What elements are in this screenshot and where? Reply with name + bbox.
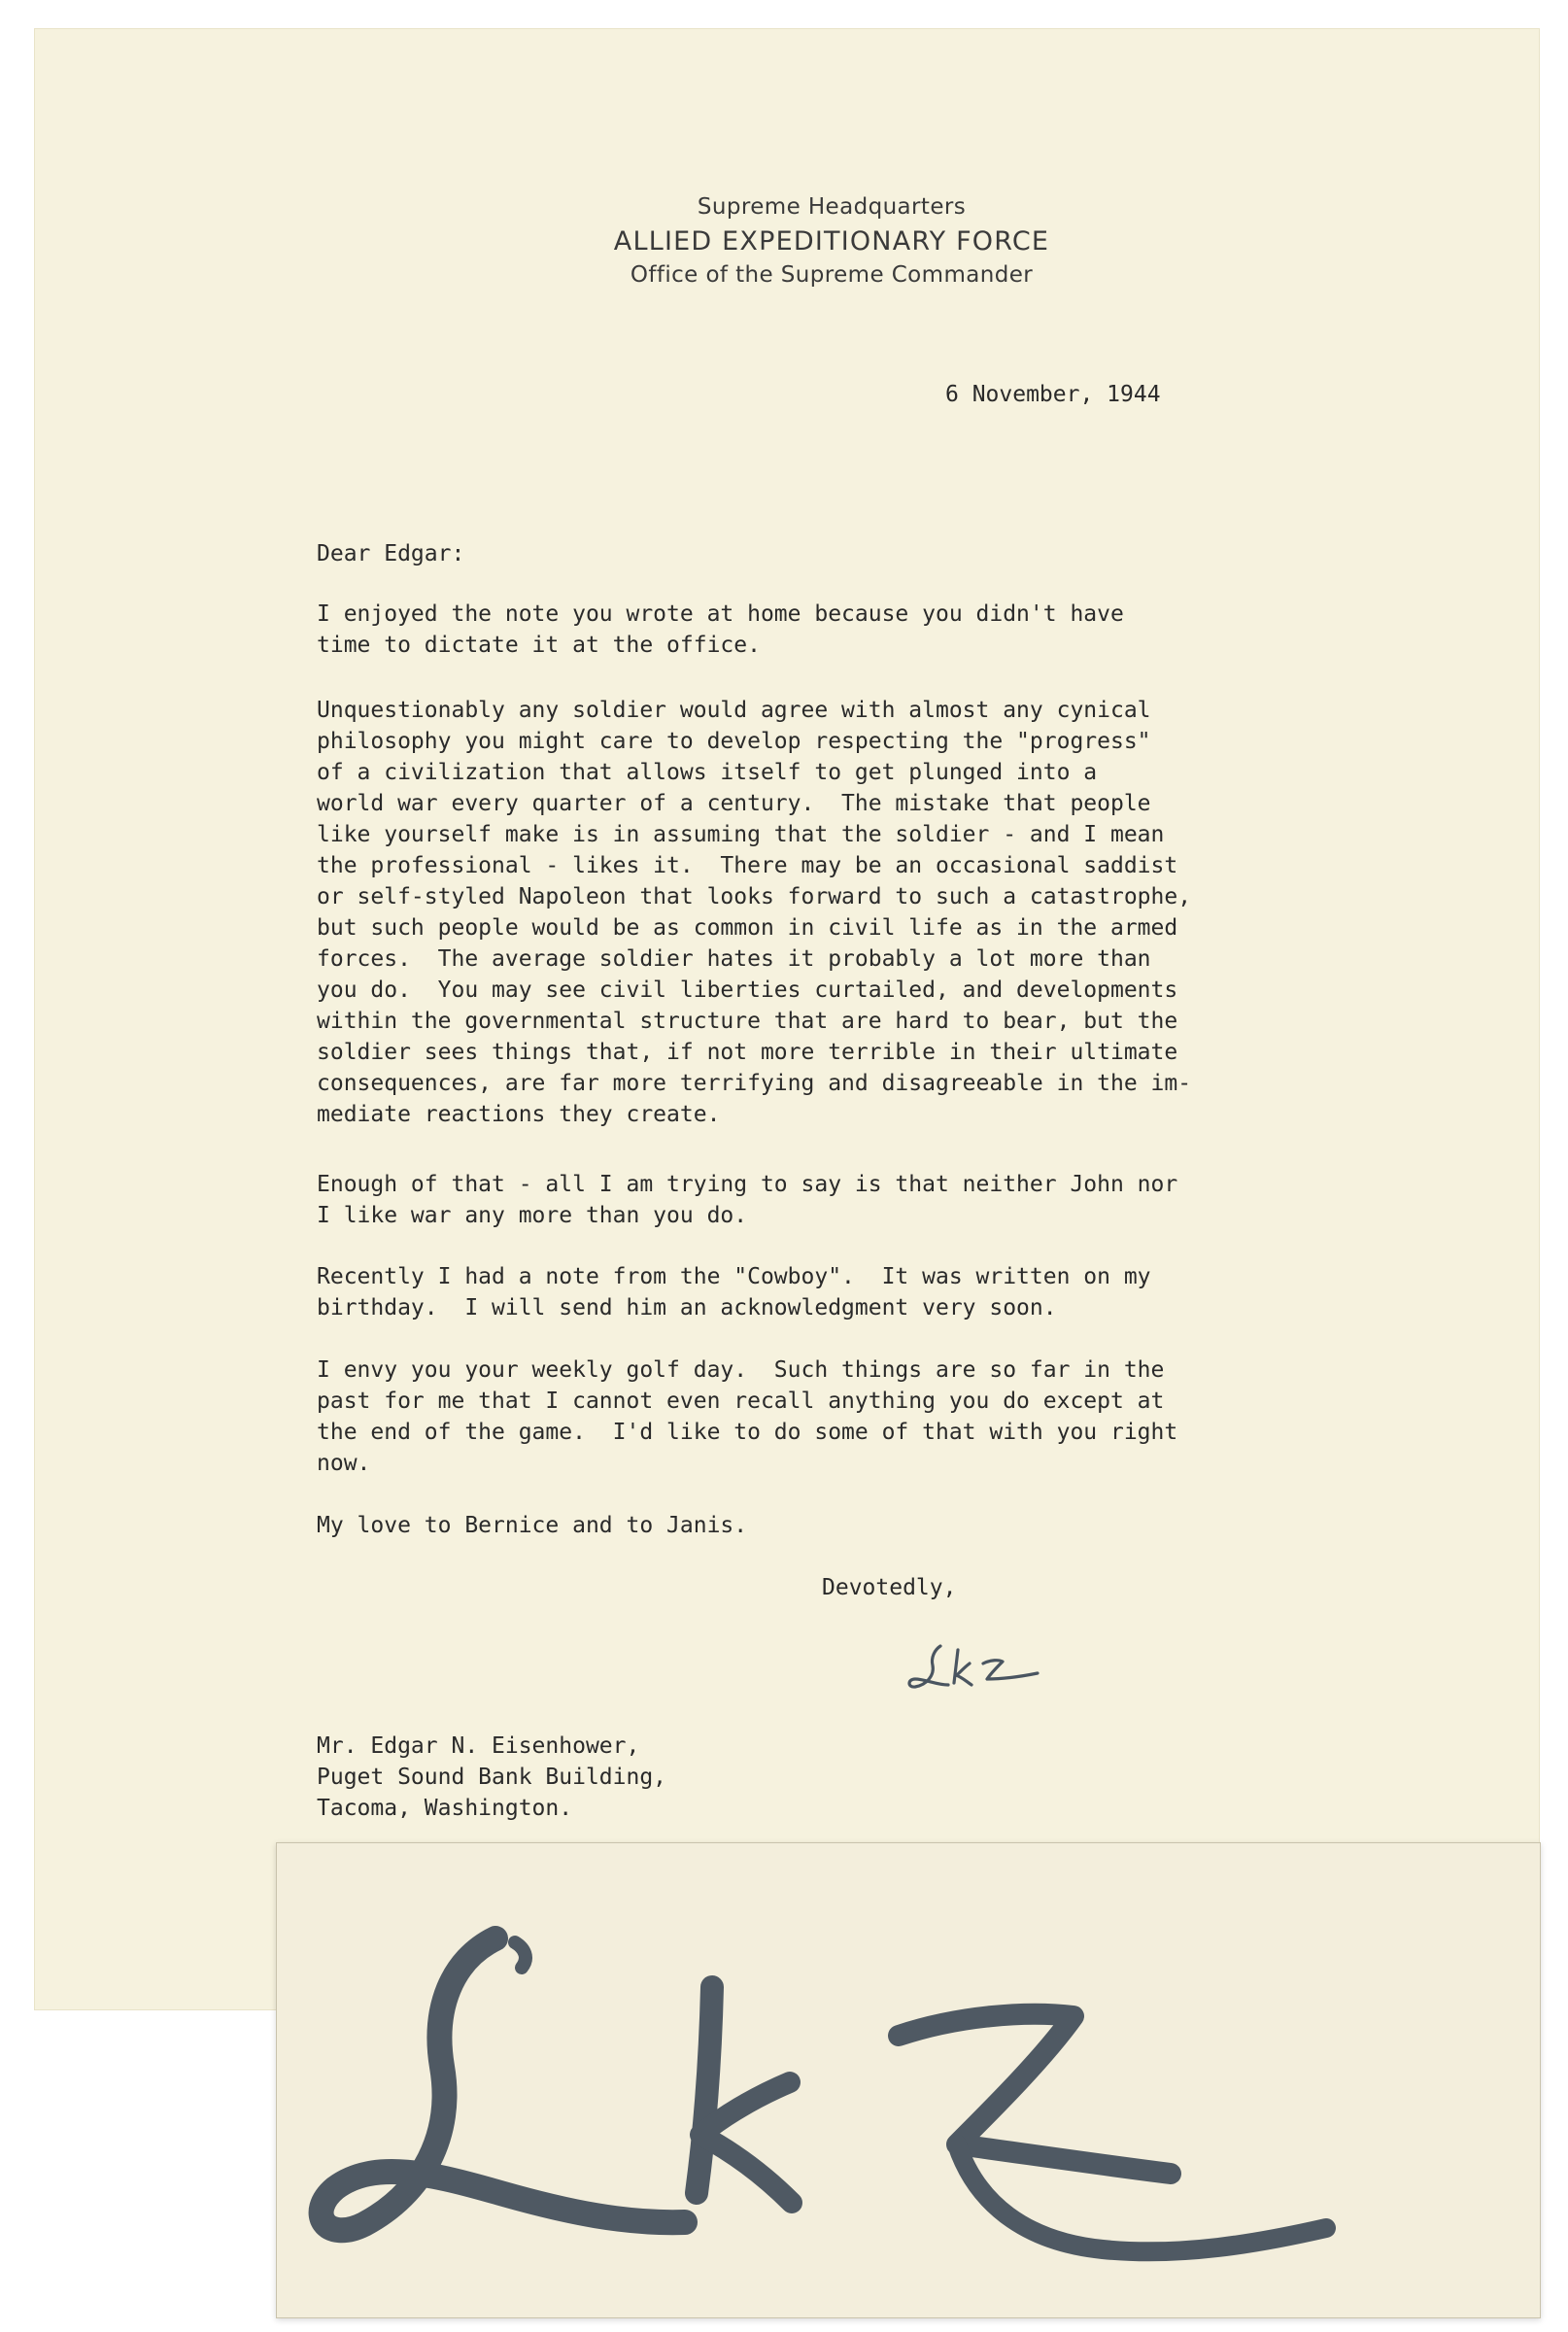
paragraph-2: Unquestionably any soldier would agree with almost any cynical philosophy you might care to develop respecting the "progress" of a civilization that allows itself to get plunged into a world war every quarter of a century. The mistake that people like yourself make is in assuming that the soldier - and I mean the professional - likes it. There may be an occasional saddist or self-styled Napoleon that looks forward to such a catastrophe, but such people would be as common in civil life as in the armed forces. The average soldier hates it probably a lot more than you do. You may see civil liberties curtailed, and developments within the governmental structure that are hard to bear, but the soldier sees things that, if not more terrible in their ultimate consequences, are far more terrifying and disagreeable in the im- mediate reactions they create. [317, 698, 1192, 1127]
salutation: Dear Edgar: [317, 541, 465, 566]
letterhead-line-2: ALLIED EXPEDITIONARY FORCE [613, 226, 1050, 257]
paragraph-1: I enjoyed the note you wrote at home because you didn't have time to dictate it at the office. [317, 601, 1124, 658]
signature-closeup-drawing [277, 1843, 1540, 2317]
letterhead-line-1: Supreme Headquarters [697, 194, 967, 220]
signature-small [902, 1629, 1096, 1706]
paragraph-4: Recently I had a note from the "Cowboy". It was written on my birthday. I will send him an acknowledgment very soon. [317, 1264, 1151, 1320]
letterhead-line-3: Office of the Supreme Commander [630, 262, 1034, 288]
paragraph-3: Enough of that - all I am trying to say is that neither John nor I like war any more than you do. [317, 1172, 1178, 1228]
paragraph-5: I envy you your weekly golf day. Such things are so far in the past for me that I cannot even recall anything you do except at the end of the game. I'd like to do some of that with you right now. [317, 1357, 1178, 1476]
closing: Devotedly, [822, 1575, 957, 1600]
paragraph-6: My love to Bernice and to Janis. [317, 1513, 748, 1538]
letter-paper [35, 29, 1539, 2009]
recipient-address: Mr. Edgar N. Eisenhower, Puget Sound Bank Building, Tacoma, Washington. [317, 1733, 667, 1821]
signature-closeup [276, 1842, 1541, 2318]
letter-date: 6 November, 1944 [945, 382, 1161, 407]
